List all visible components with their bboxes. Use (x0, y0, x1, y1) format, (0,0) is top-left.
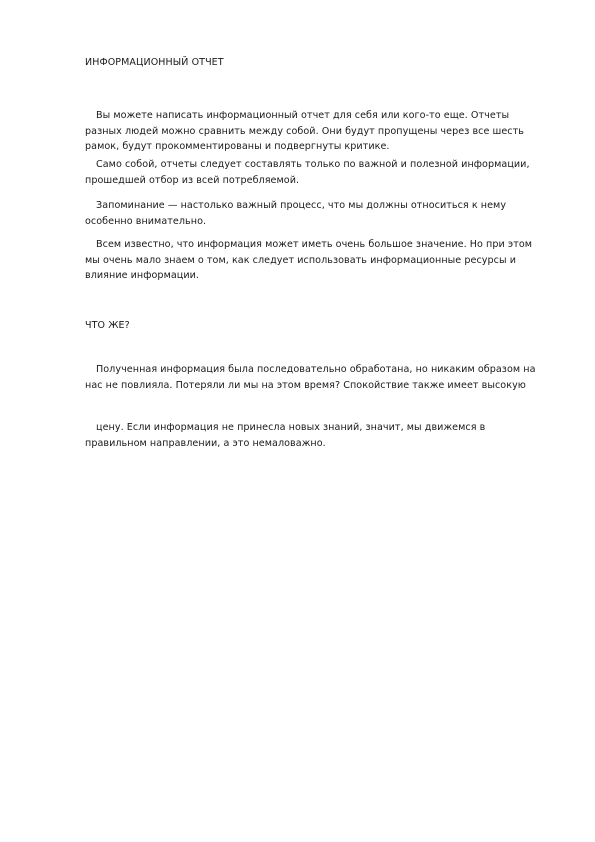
paragraph-5: Полученная информация была последовательно обработана, но никаким образом на нас не повлияла. Потеряли ли мы на этом время? Спокойствие также имеет высокую (85, 364, 536, 391)
section-heading: ЧТО ЖЕ? (85, 320, 130, 331)
paragraph-4: Всем известно, что информация может иметь очень большое значение. Но при этом мы очень мало знаем о том, как следует использовать информационные ресурсы и влияние информации. (85, 239, 533, 281)
paragraph-3: Запоминание — настолько важный процесс, что мы должны относиться к нему особенно внимательно. (85, 200, 507, 227)
paragraph-2: Само собой, отчеты следует составлять только по важной и полезной информации, прошедшей отбор из всей потребляемой. (85, 159, 530, 186)
document-title: ИНФОРМАЦИОННЫЙ ОТЧЕТ (85, 57, 224, 68)
paragraph-1: Вы можете написать информационный отчет для себя или кого-то еще. Отчеты разных людей можно сравнить между собой. Они будут пропущены через все шесть рамок, будут прокомментированы и подвергнуты критике. (85, 110, 524, 152)
paragraph-6: цену. Если информация не принесла новых знаний, значит, мы движемся в правильном направлении, а это немаловажно. (85, 422, 486, 449)
